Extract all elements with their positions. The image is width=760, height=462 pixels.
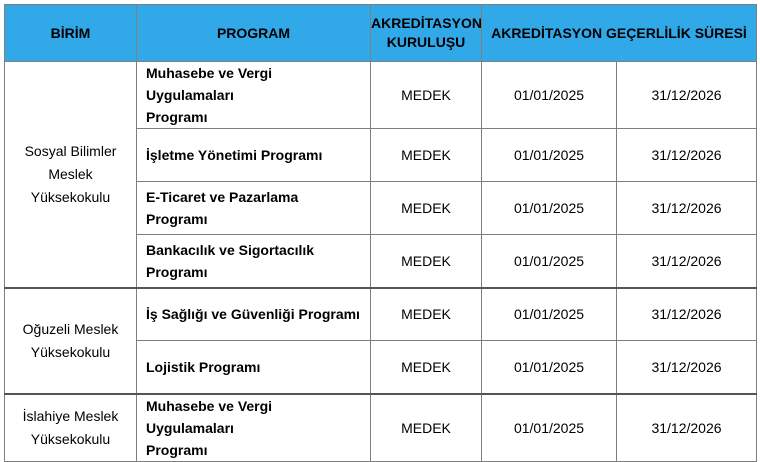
end-date-cell: 31/12/2026 bbox=[617, 129, 757, 182]
program-cell bbox=[137, 129, 371, 182]
unit-line2: Yüksekokulu bbox=[30, 343, 111, 360]
unit-line1: İslahiye Meslek bbox=[22, 407, 119, 424]
start-date-cell: 01/01/2025 bbox=[482, 129, 617, 182]
unit-cell bbox=[5, 288, 137, 394]
start-date-cell: 01/01/2025 bbox=[482, 182, 617, 235]
org-cell: MEDEK bbox=[371, 394, 482, 462]
program-line1: İş Sağlığı ve Güvenliği Programı bbox=[146, 306, 360, 323]
org-cell: MEDEK bbox=[371, 62, 482, 129]
end-date-cell: 31/12/2026 bbox=[617, 394, 757, 462]
start-date-cell: 01/01/2025 bbox=[482, 288, 617, 341]
program-line1: Lojistik Programı bbox=[146, 358, 261, 375]
unit-cell bbox=[5, 62, 137, 288]
program-cell bbox=[137, 341, 371, 394]
unit-line2: Meslek Yüksekokulu bbox=[30, 165, 111, 205]
program-cell bbox=[137, 235, 371, 288]
unit-cell bbox=[5, 394, 137, 462]
org-cell: MEDEK bbox=[371, 182, 482, 235]
end-date-cell: 31/12/2026 bbox=[617, 62, 757, 129]
header-kurulus bbox=[371, 5, 482, 62]
header-row bbox=[5, 5, 757, 62]
table-body bbox=[5, 62, 757, 462]
header-program: PROGRAM bbox=[137, 5, 371, 62]
end-date-cell: 31/12/2026 bbox=[617, 235, 757, 288]
org-cell: MEDEK bbox=[371, 129, 482, 182]
end-date-cell: 31/12/2026 bbox=[617, 288, 757, 341]
program-line2: Programı bbox=[146, 109, 208, 125]
start-date-cell: 01/01/2025 bbox=[482, 341, 617, 394]
end-date-cell: 31/12/2026 bbox=[617, 341, 757, 394]
end-date-cell: 31/12/2026 bbox=[617, 182, 757, 235]
accreditation-table bbox=[4, 4, 757, 462]
org-cell: MEDEK bbox=[371, 288, 482, 341]
unit-line2: Yüksekokulu bbox=[30, 430, 111, 447]
program-line1: Bankacılık ve Sigortacılık Programı bbox=[146, 241, 315, 280]
program-line2: Programı bbox=[146, 441, 208, 458]
start-date-cell: 01/01/2025 bbox=[482, 394, 617, 462]
program-line1: Muhasebe ve Vergi Uygulamaları bbox=[146, 65, 273, 103]
header-kurulus-line1: AKREDİTASYON bbox=[371, 15, 482, 31]
header-sure: AKREDİTASYON GEÇERLİLİK SÜRESİ bbox=[482, 5, 757, 62]
unit-line1: Sosyal Bilimler bbox=[24, 142, 117, 159]
org-cell: MEDEK bbox=[371, 341, 482, 394]
program-cell bbox=[137, 62, 371, 129]
header-kurulus-line2: KURULUŞU bbox=[386, 34, 466, 50]
table-row bbox=[5, 394, 757, 462]
unit-line1: Oğuzeli Meslek bbox=[22, 320, 119, 337]
start-date-cell: 01/01/2025 bbox=[482, 235, 617, 288]
header-birim: BİRİM bbox=[5, 5, 137, 62]
program-cell bbox=[137, 288, 371, 341]
program-cell bbox=[137, 394, 371, 462]
program-line1: İşletme Yönetimi Programı bbox=[146, 147, 323, 163]
program-cell bbox=[137, 182, 371, 235]
start-date-cell: 01/01/2025 bbox=[482, 62, 617, 129]
program-line1: Muhasebe ve Vergi Uygulamaları bbox=[146, 397, 273, 436]
org-cell: MEDEK bbox=[371, 235, 482, 288]
table-row bbox=[5, 62, 757, 129]
table-row bbox=[5, 288, 757, 341]
program-line1: E-Ticaret ve Pazarlama Programı bbox=[146, 189, 299, 227]
